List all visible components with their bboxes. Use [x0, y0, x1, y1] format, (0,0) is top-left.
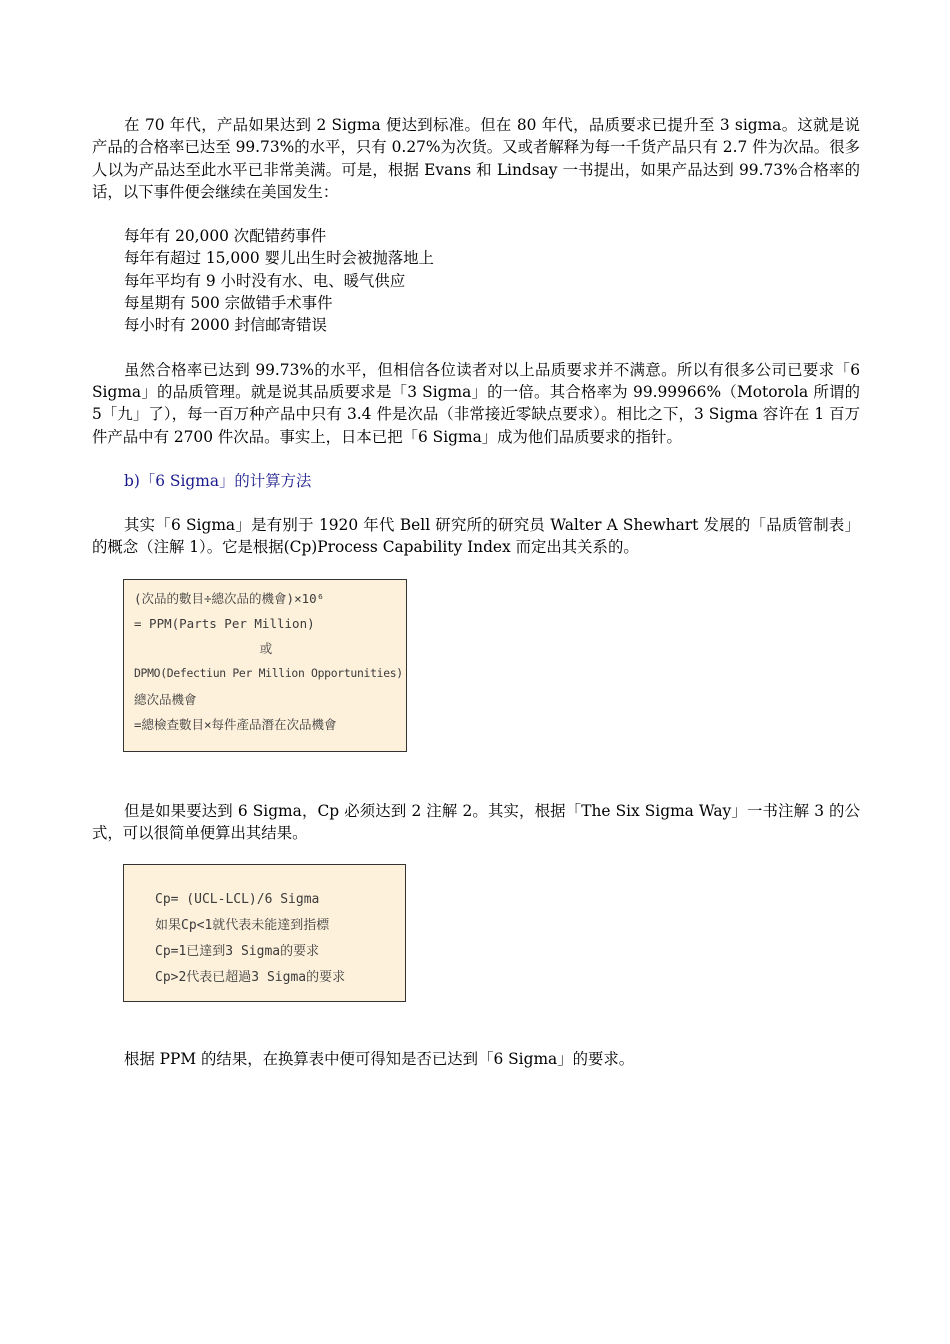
spacer	[92, 448, 860, 470]
paragraph-cp-requirement: 但是如果要达到 6 Sigma，Cp 必须达到 2 注解 2。其实，根据「The Six Sigma Way」一书注解 3 的公式，可以很简单便算出其结果。	[92, 801, 860, 843]
formula-line: Cp= (UCL-LCL)/6 Sigma	[155, 892, 320, 908]
list-item: 每年平均有 9 小时没有水、电、暖气供应	[124, 271, 406, 290]
events-list	[92, 225, 860, 336]
list-item: 每小时有 2000 封信邮寄错误	[124, 316, 327, 335]
formula-line: DPMO(Defectiun Per Million Opportunities)	[134, 666, 403, 681]
list-item: 每星期有 500 宗做错手术事件	[124, 294, 333, 313]
formula-line: (次品的數目÷總次品的機會)×10⁶	[134, 590, 325, 606]
formula-line: 或	[259, 641, 273, 657]
section-heading: b)「6 Sigma」的计算方法	[124, 471, 312, 490]
intro-paragraph: 在 70 年代，产品如果达到 2 Sigma 便达到标准。但在 80 年代，品质要求已提升至 3 sigma。这就是说产品的合格率已达至 99.73%的水平，只有 0.27%为次货。又或者解释为每一千货产品只有 2.7 件为次品。很多人以为产品达至此水平已非常美满。可是，根据 Evans 和 Lindsay 一书提出，如果产品达到 99.73%合格率的话，以下事件便会继续在美国发生：	[92, 116, 860, 201]
document-page	[92, 114, 860, 1071]
cp-formula-box	[123, 864, 406, 1002]
spacer	[92, 1002, 860, 1048]
paragraph-ppm-result: 根据 PPM 的结果，在换算表中便可得知是否已达到「6 Sigma」的要求。	[124, 1050, 635, 1069]
formula-line: Cp=1已達到3 Sigma的要求	[155, 944, 320, 960]
formula-line: = PPM(Parts Per Million)	[134, 615, 315, 631]
list-item: 每年有超过 15,000 婴儿出生时会被抛落地上	[124, 249, 434, 268]
paragraph-6-sigma-intro: 虽然合格率已达到 99.73%的水平，但相信各位读者对以上品质要求并不满意。所以有很多公司已要求「6 Sigma」的品质管理。就是说其品质要求是「3 Sigma」的一倍。其合格率为 99.99966%（Motorola 所谓的 5「九」了），每一百万种产品中只有 3.4 件是次品（非常接近零缺点要求）。相比之下，3 Sigma 容许在 1 百万件产品中有 2700 件次品。事实上，日本已把「6 Sigma」成为他们品质要求的指针。	[92, 360, 860, 446]
formula-line: =總檢查數目×每件產品潛在次品機會	[134, 716, 337, 732]
spacer	[92, 337, 860, 359]
formula-line: Cp>2代表已超過3 Sigma的要求	[155, 970, 346, 986]
spacer	[92, 752, 860, 800]
formula-line: 如果Cp<1就代表未能達到指標	[155, 918, 330, 934]
formula-line: 總次品機會	[134, 691, 197, 707]
spacer	[92, 492, 860, 514]
ppm-formula-box	[123, 579, 407, 752]
list-item: 每年有 20,000 次配错药事件	[124, 227, 327, 246]
spacer	[92, 203, 860, 225]
paragraph-shewhart: 其实「6 Sigma」是有别于 1920 年代 Bell 研究所的研究员 Walter A Shewhart 发展的「品质管制表」的概念（注解 1）。它是根据(Cp)Process Capability Index 而定出其关系的。	[92, 516, 860, 557]
